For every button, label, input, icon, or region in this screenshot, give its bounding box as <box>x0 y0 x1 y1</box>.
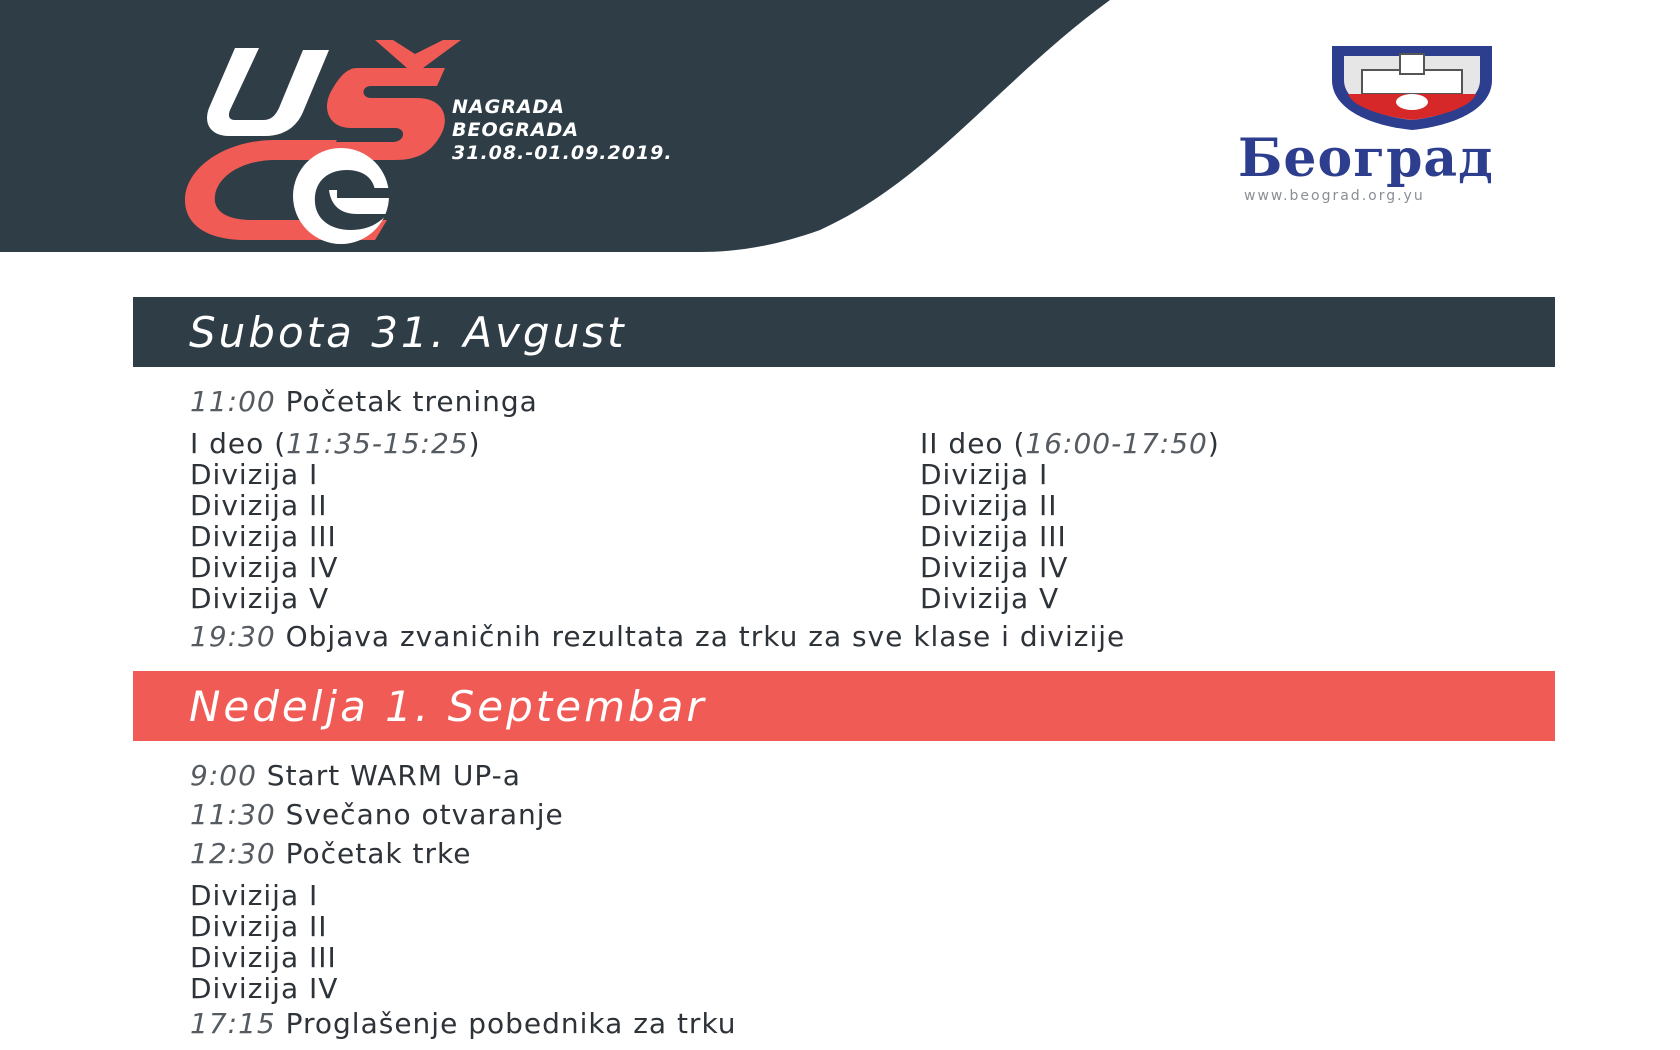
schedule-item-opening <box>190 798 564 831</box>
division-item: Divizija V <box>920 582 1060 615</box>
part-close: ) <box>468 427 481 460</box>
time-label: 9:00 <box>190 759 257 792</box>
event-title-line-1: NAGRADA <box>452 96 566 118</box>
division-item: Divizija III <box>920 520 1067 553</box>
schedule-item-training-start <box>190 385 538 418</box>
division-item: Divizija I <box>920 458 1049 491</box>
event-dates: 31.08.-01.09.2019. <box>452 142 673 164</box>
part-2-heading <box>920 428 1220 459</box>
division-item: Divizija I <box>190 879 319 912</box>
event-label: Start WARM UP-a <box>266 759 521 792</box>
event-title <box>452 96 673 165</box>
part-time: 11:35-15:25 <box>286 427 469 460</box>
division-item: Divizija III <box>190 941 337 974</box>
belgrade-logo <box>1238 40 1558 210</box>
race-divisions <box>190 880 338 1004</box>
time-label: 11:30 <box>190 798 276 831</box>
time-label: 17:15 <box>190 1007 276 1040</box>
part-close: ) <box>1207 427 1220 460</box>
time-label: 19:30 <box>190 620 276 653</box>
day-sunday-header: Nedelja 1. Septembar <box>133 671 1555 741</box>
event-label: Početak trke <box>285 837 472 870</box>
division-item: Divizija III <box>190 520 337 553</box>
event-label: Proglašenje pobednika za trku <box>285 1007 737 1040</box>
time-label: 11:00 <box>190 385 276 418</box>
event-title-line-2: BEOGRADA <box>452 119 580 141</box>
day-saturday-header: Subota 31. Avgust <box>133 297 1555 367</box>
part-label: II deo ( <box>920 427 1026 460</box>
schedule-item-awards <box>190 1007 737 1040</box>
event-label: Svečano otvaranje <box>285 798 564 831</box>
division-item: Divizija I <box>190 458 319 491</box>
training-part-1 <box>190 428 481 614</box>
city-url[interactable]: www.beograd.org.yu <box>1244 188 1425 204</box>
belgrade-coat-of-arms-icon <box>1322 40 1502 130</box>
division-item: Divizija IV <box>920 551 1069 584</box>
header-banner <box>0 0 1680 252</box>
part-time: 16:00-17:50 <box>1025 427 1208 460</box>
schedule-item-results <box>190 620 1125 653</box>
division-item: Divizija V <box>190 582 330 615</box>
schedule-item-warmup <box>190 759 521 792</box>
division-item: Divizija IV <box>190 551 339 584</box>
division-item: Divizija II <box>920 489 1058 522</box>
event-label: Početak treninga <box>285 385 538 418</box>
division-item: Divizija II <box>190 910 328 943</box>
schedule-item-race-start <box>190 837 471 870</box>
training-part-2 <box>920 428 1220 614</box>
part-1-heading <box>190 428 481 459</box>
event-label: Objava zvaničnih rezultata za trku za sve klase i divizije <box>285 620 1126 653</box>
division-item: Divizija II <box>190 489 328 522</box>
division-item: Divizija IV <box>190 972 339 1005</box>
time-label: 12:30 <box>190 837 276 870</box>
part-label: I deo ( <box>190 427 287 460</box>
city-name: Београд <box>1238 128 1494 189</box>
